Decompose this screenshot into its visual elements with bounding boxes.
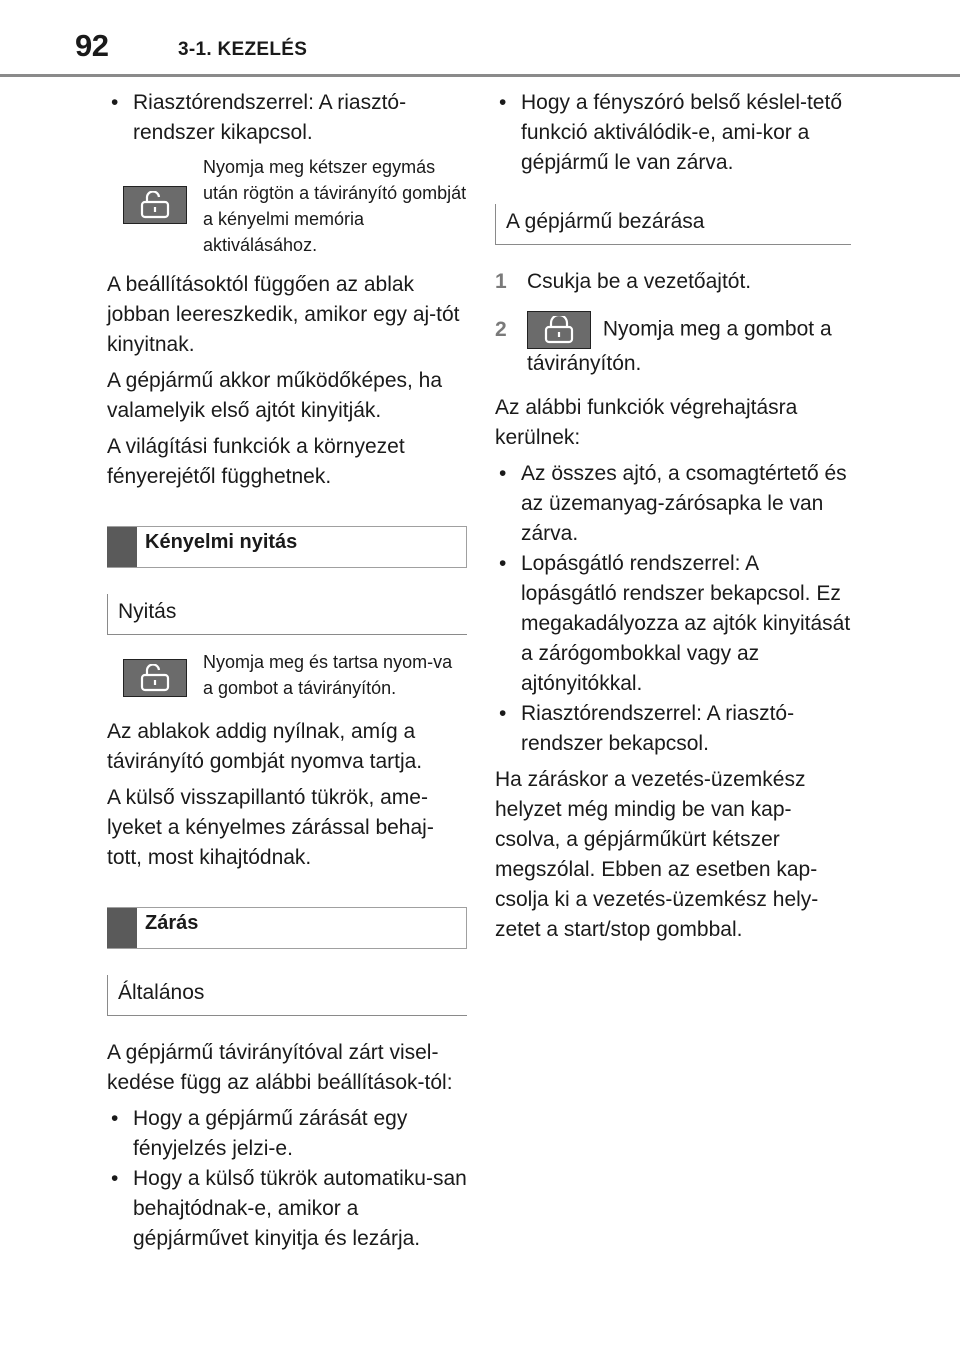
- page-number: 92: [75, 28, 109, 63]
- list-item: • Hogy a külső tükrök automatiku-san behajtódnak-e, amikor a gépjárművet kinyitja és lezárja.: [107, 1164, 467, 1254]
- paragraph: A gépjármű akkor működőképes, ha valamelyik első ajtót kinyitják.: [107, 369, 443, 422]
- step-1: [495, 267, 855, 297]
- list-item: • Hogy a fényszóró belső késlel-tető funkció aktiválódik-e, ami-kor a gépjármű le van zárva.: [495, 88, 855, 178]
- settings-list: [107, 1104, 467, 1254]
- unlock-twice-text: Nyomja meg kétszer egymás után rögtön a távirányító gombját a kényelmi memória aktiválásához.: [203, 157, 467, 255]
- step-text: [527, 311, 855, 379]
- step-number: 1: [495, 270, 507, 293]
- lock-functions-list: [495, 459, 855, 759]
- list-item: • Lopásgátló rendszerrel: A lopásgátló rendszer bekapcsol. Ez megakadályozza az ajtók kinyitását a zárógombokkal vagy az ajtónyitókkal.: [495, 549, 855, 699]
- step-text-part: Nyomja meg a gombot a: [602, 317, 832, 341]
- paragraph: Ha záráskor a vezetés-üzemkész helyzet még mindig be van kap-csolva, a gépjárműkürt kétszer megszólal. Ebben az esetben kap-csolja ki a vezetés-üzemkész hely-zetet a start/stop gombbal.: [495, 768, 819, 941]
- section-heading-text: Kényelmi nyitás: [145, 531, 298, 553]
- unlock-button-icon: [123, 186, 187, 224]
- alarm-list: [107, 88, 467, 148]
- step-number: 2: [495, 318, 507, 341]
- section-heading-comfort-open: [107, 526, 467, 568]
- paragraph: A külső visszapillantó tükrök, ame-lyeket a kényelmes zárással behaj-tott, most kihajtódnak.: [107, 786, 434, 869]
- paragraph: Az ablakok addig nyílnak, amíg a távirányító gombját nyomva tartja.: [107, 720, 423, 773]
- section-heading-text: Zárás: [145, 912, 199, 934]
- paragraph: A gépjármű távirányítóval zárt visel-kedése függ az alábbi beállítások-tól:: [107, 1041, 453, 1094]
- section-heading-lock: [107, 907, 467, 949]
- list-item: • Riasztórendszerrel: A riasztó-rendszer bekapcsol.: [495, 699, 855, 759]
- paragraph: A világítási funkciók a környezet fényerejétől függhetnek.: [107, 435, 405, 488]
- step-text-part: távirányítón.: [527, 352, 642, 375]
- heading-bar: [107, 527, 137, 567]
- list-item: • Riasztórendszerrel: A riasztó-rendszer kikapcsol.: [107, 88, 467, 148]
- subheading-general: Általános: [107, 975, 467, 1016]
- unlock-hold-text: Nyomja meg és tartsa nyom-va a gombot a távirányítón.: [203, 652, 453, 698]
- paragraph: A beállításoktól függően az ablak jobban leereszkedik, amikor egy aj-tót kinyitnak.: [107, 273, 460, 356]
- left-column: [107, 88, 467, 1260]
- paragraph: Az alábbi funkciók végrehajtásra kerülnek:: [495, 396, 798, 449]
- unlock-button-icon: [123, 659, 187, 697]
- unlock-hold-row: [107, 649, 467, 705]
- page-header: [0, 0, 960, 80]
- settings-list-cont: [495, 88, 855, 178]
- lock-button-icon: [527, 311, 591, 349]
- step-text: Csukja be a vezetőajtót.: [527, 270, 752, 293]
- unlock-twice-row: [107, 154, 467, 258]
- heading-bar: [107, 908, 137, 948]
- chapter-title: 3-1. KEZELÉS: [178, 39, 308, 60]
- right-column: [495, 88, 855, 951]
- step-2: [495, 311, 855, 379]
- header-rule: [0, 74, 960, 77]
- list-item: • Hogy a gépjármű zárását egy fényjelzés jelzi-e.: [107, 1104, 467, 1164]
- subheading-vehicle-locking: A gépjármű bezárása: [495, 204, 851, 245]
- subheading-opening: Nyitás: [107, 594, 467, 635]
- list-item: • Az összes ajtó, a csomagtértető és az üzemanyag-zárósapka le van zárva.: [495, 459, 855, 549]
